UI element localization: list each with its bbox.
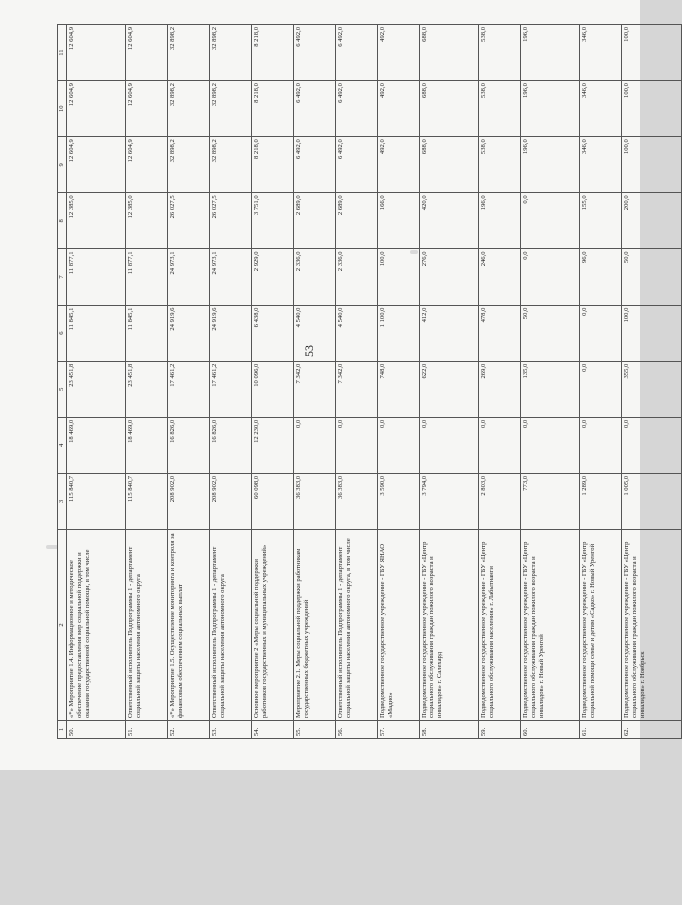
value-cell: 622,0 xyxy=(419,361,478,417)
rotated-table-container xyxy=(57,24,682,739)
value-cell: 0,0 xyxy=(580,417,622,473)
value-cell: 346,0 xyxy=(580,81,622,137)
table-row xyxy=(168,25,210,739)
value-cell: 412,0 xyxy=(419,305,478,361)
value-cell: 773,0 xyxy=(521,473,580,529)
value-cell: 8 218,0 xyxy=(252,137,294,193)
value-cell: 688,0 xyxy=(419,137,478,193)
value-cell: 100,0 xyxy=(622,81,682,137)
value-cell: 0,0 xyxy=(479,417,521,473)
value-cell: 355,0 xyxy=(622,361,682,417)
row-name: Подведомственное государственное учреждение - ГБУ «Центр социального обслуживания граждан пожилого возраста и инвалидов» г. Ноябрьск xyxy=(622,530,682,721)
value-cell: 0,0 xyxy=(580,361,622,417)
value-cell: 32 898,2 xyxy=(210,81,252,137)
value-cell: 6 492,0 xyxy=(294,25,336,81)
column-number-9: 9 xyxy=(58,137,67,193)
row-number: 59. xyxy=(479,721,521,739)
value-cell: 18 469,0 xyxy=(67,417,126,473)
table-row xyxy=(521,25,580,739)
column-number-3: 3 xyxy=(58,473,67,529)
value-cell: 50,0 xyxy=(521,305,580,361)
value-cell: 6 492,0 xyxy=(335,25,377,81)
value-cell: 1 005,0 xyxy=(622,473,682,529)
value-cell: 688,0 xyxy=(419,81,478,137)
value-cell: 748,0 xyxy=(377,361,419,417)
value-cell: 196,0 xyxy=(521,137,580,193)
value-cell: 3 751,0 xyxy=(252,193,294,249)
value-cell: 8 218,0 xyxy=(252,25,294,81)
value-cell: 0,0 xyxy=(580,305,622,361)
value-cell: 11 877,1 xyxy=(126,249,168,305)
row-name: Подведомственное государственное учреждение - ГБУ «Центр социального обслуживания населения» г. Лабытнанги xyxy=(479,530,521,721)
table-row xyxy=(377,25,419,739)
value-cell: 1 289,0 xyxy=(580,473,622,529)
row-name: «*» Мероприятие 1.5. Осуществление мониторинга и контроля за финансовым обеспечением социальных выплат xyxy=(168,530,210,721)
column-number-1: 1 xyxy=(58,721,67,739)
table-row xyxy=(210,25,252,739)
value-cell: 12 385,0 xyxy=(126,193,168,249)
value-cell: 538,0 xyxy=(479,137,521,193)
value-cell: 2 336,0 xyxy=(335,249,377,305)
value-cell: 24 919,6 xyxy=(168,305,210,361)
table-row xyxy=(622,25,682,739)
column-number-2: 2 xyxy=(58,530,67,721)
value-cell: 100,0 xyxy=(622,25,682,81)
value-cell: 100,0 xyxy=(622,305,682,361)
value-cell: 2 803,0 xyxy=(479,473,521,529)
value-cell: 0,0 xyxy=(419,417,478,473)
column-number-11: 11 xyxy=(58,25,67,81)
row-number: 62. xyxy=(622,721,682,739)
row-name: Ответственный исполнитель Подпрограммы 1 - департамент социальной защиты населения автономного округа xyxy=(126,530,168,721)
value-cell: 36 383,0 xyxy=(294,473,336,529)
value-cell: 246,0 xyxy=(479,249,521,305)
table-row xyxy=(67,25,126,739)
value-cell: 32 898,2 xyxy=(168,81,210,137)
value-cell: 11 877,1 xyxy=(67,249,126,305)
row-name: Подведомственное государственное учреждение - ГБУ «Центр социального обслуживания граждан пожилого возраста и инвалидов» г. Новый Уренгой xyxy=(521,530,580,721)
column-number-header xyxy=(58,25,67,739)
value-cell: 8 218,0 xyxy=(252,81,294,137)
value-cell: 12 604,9 xyxy=(67,81,126,137)
row-number: 55. xyxy=(294,721,336,739)
value-cell: 12 604,9 xyxy=(126,25,168,81)
row-number: 54. xyxy=(252,721,294,739)
value-cell: 60 098,0 xyxy=(252,473,294,529)
value-cell: 6 492,0 xyxy=(335,137,377,193)
column-number-5: 5 xyxy=(58,361,67,417)
value-cell: 4 540,0 xyxy=(335,305,377,361)
table-row xyxy=(479,25,521,739)
value-cell: 50,0 xyxy=(622,249,682,305)
page-number: 53 xyxy=(302,345,316,357)
value-cell: 6 492,0 xyxy=(294,137,336,193)
value-cell: 12 604,9 xyxy=(67,137,126,193)
value-cell: 0,0 xyxy=(335,417,377,473)
budget-table xyxy=(57,24,682,739)
row-number: 61. xyxy=(580,721,622,739)
table-row xyxy=(580,25,622,739)
row-name: Подведомственное государственное учреждение - ГБУ ЯНАО «Мадио» xyxy=(377,530,419,721)
value-cell: 12 604,9 xyxy=(126,81,168,137)
value-cell: 6 492,0 xyxy=(335,81,377,137)
column-number-8: 8 xyxy=(58,193,67,249)
row-name: Основное мероприятие 2 «Меры социальной поддержки работников государственных и муниципальных учреждений» xyxy=(252,530,294,721)
value-cell: 96,0 xyxy=(580,249,622,305)
table-row xyxy=(126,25,168,739)
value-cell: 0,0 xyxy=(521,417,580,473)
value-cell: 492,0 xyxy=(377,137,419,193)
table-row xyxy=(294,25,336,739)
value-cell: 2 689,0 xyxy=(335,193,377,249)
value-cell: 200,0 xyxy=(622,193,682,249)
row-number: 60. xyxy=(521,721,580,739)
value-cell: 0,0 xyxy=(622,417,682,473)
value-cell: 2 689,0 xyxy=(294,193,336,249)
value-cell: 23 451,8 xyxy=(126,361,168,417)
column-number-7: 7 xyxy=(58,249,67,305)
value-cell: 346,0 xyxy=(580,25,622,81)
row-name: Ответственный исполнитель Подпрограммы 1 - департамент социальной защиты населения автономного округа xyxy=(210,530,252,721)
table-row xyxy=(252,25,294,739)
row-number: 52. xyxy=(168,721,210,739)
value-cell: 12 230,0 xyxy=(252,417,294,473)
value-cell: 0,0 xyxy=(377,417,419,473)
value-cell: 2 929,0 xyxy=(252,249,294,305)
value-cell: 0,0 xyxy=(521,193,580,249)
value-cell: 32 898,2 xyxy=(168,25,210,81)
value-cell: 115 840,7 xyxy=(67,473,126,529)
budget-table-body xyxy=(58,25,682,739)
row-number: 57. xyxy=(377,721,419,739)
row-number: 51. xyxy=(126,721,168,739)
value-cell: 208 902,0 xyxy=(168,473,210,529)
value-cell: 196,0 xyxy=(521,25,580,81)
table-row xyxy=(419,25,478,739)
row-name: «*» Мероприятие 1.4. Информационное и методическое обеспечение предоставления мер социальной поддержки и оказания государственной социальной помощи, в том числе xyxy=(67,530,126,721)
column-number-4: 4 xyxy=(58,417,67,473)
value-cell: 208 902,0 xyxy=(210,473,252,529)
value-cell: 0,0 xyxy=(294,417,336,473)
value-cell: 7 342,0 xyxy=(294,361,336,417)
value-cell: 26 027,5 xyxy=(210,193,252,249)
value-cell: 24 919,6 xyxy=(210,305,252,361)
value-cell: 420,0 xyxy=(419,193,478,249)
table-row xyxy=(335,25,377,739)
value-cell: 196,0 xyxy=(521,81,580,137)
value-cell: 688,0 xyxy=(419,25,478,81)
value-cell: 24 973,1 xyxy=(210,249,252,305)
value-cell: 3 590,0 xyxy=(377,473,419,529)
value-cell: 196,0 xyxy=(479,193,521,249)
row-number: 56. xyxy=(335,721,377,739)
value-cell: 11 845,1 xyxy=(67,305,126,361)
value-cell: 24 973,1 xyxy=(168,249,210,305)
value-cell: 12 385,0 xyxy=(67,193,126,249)
value-cell: 346,0 xyxy=(580,137,622,193)
value-cell: 2 336,0 xyxy=(294,249,336,305)
value-cell: 10 096,0 xyxy=(252,361,294,417)
value-cell: 17 461,2 xyxy=(168,361,210,417)
value-cell: 478,0 xyxy=(479,305,521,361)
value-cell: 538,0 xyxy=(479,81,521,137)
value-cell: 1 100,0 xyxy=(377,305,419,361)
row-number: 58. xyxy=(419,721,478,739)
column-number-10: 10 xyxy=(58,81,67,137)
row-name: Подведомственное государственное учреждение - ГБУ «Центр социальной помощи семье и детям «Садко» г. Новый Уренгой xyxy=(580,530,622,721)
value-cell: 17 461,2 xyxy=(210,361,252,417)
value-cell: 12 604,9 xyxy=(126,137,168,193)
value-cell: 32 898,2 xyxy=(168,137,210,193)
row-number: 53. xyxy=(210,721,252,739)
row-name: Подведомственное государственное учреждение - ГБУ «Центр социального обслуживания граждан пожилого возраста и инвалидов» г. Салехард xyxy=(419,530,478,721)
value-cell: 4 540,0 xyxy=(294,305,336,361)
value-cell: 3 794,0 xyxy=(419,473,478,529)
value-cell: 18 469,0 xyxy=(126,417,168,473)
value-cell: 32 898,2 xyxy=(210,25,252,81)
value-cell: 100,0 xyxy=(377,249,419,305)
value-cell: 100,0 xyxy=(622,137,682,193)
value-cell: 16 826,0 xyxy=(168,417,210,473)
value-cell: 276,0 xyxy=(419,249,478,305)
value-cell: 155,0 xyxy=(580,193,622,249)
value-cell: 135,0 xyxy=(521,361,580,417)
value-cell: 6 492,0 xyxy=(294,81,336,137)
value-cell: 166,0 xyxy=(377,193,419,249)
row-number: 50. xyxy=(67,721,126,739)
value-cell: 538,0 xyxy=(479,25,521,81)
value-cell: 36 383,0 xyxy=(335,473,377,529)
value-cell: 11 845,1 xyxy=(126,305,168,361)
value-cell: 12 604,9 xyxy=(67,25,126,81)
value-cell: 269,0 xyxy=(479,361,521,417)
value-cell: 115 840,7 xyxy=(126,473,168,529)
value-cell: 26 027,5 xyxy=(168,193,210,249)
value-cell: 492,0 xyxy=(377,25,419,81)
value-cell: 6 438,0 xyxy=(252,305,294,361)
value-cell: 492,0 xyxy=(377,81,419,137)
value-cell: 0,0 xyxy=(521,249,580,305)
value-cell: 16 826,0 xyxy=(210,417,252,473)
row-name: Мероприятие 2.1. Меры социальной поддержки работникам государственных бюджетных учреждений xyxy=(294,530,336,721)
value-cell: 7 342,0 xyxy=(335,361,377,417)
column-number-6: 6 xyxy=(58,305,67,361)
value-cell: 23 451,8 xyxy=(67,361,126,417)
row-name: Ответственный исполнитель Подпрограммы 1 - департамент социальной защиты населения автономного округа, в том числе xyxy=(335,530,377,721)
value-cell: 32 898,2 xyxy=(210,137,252,193)
